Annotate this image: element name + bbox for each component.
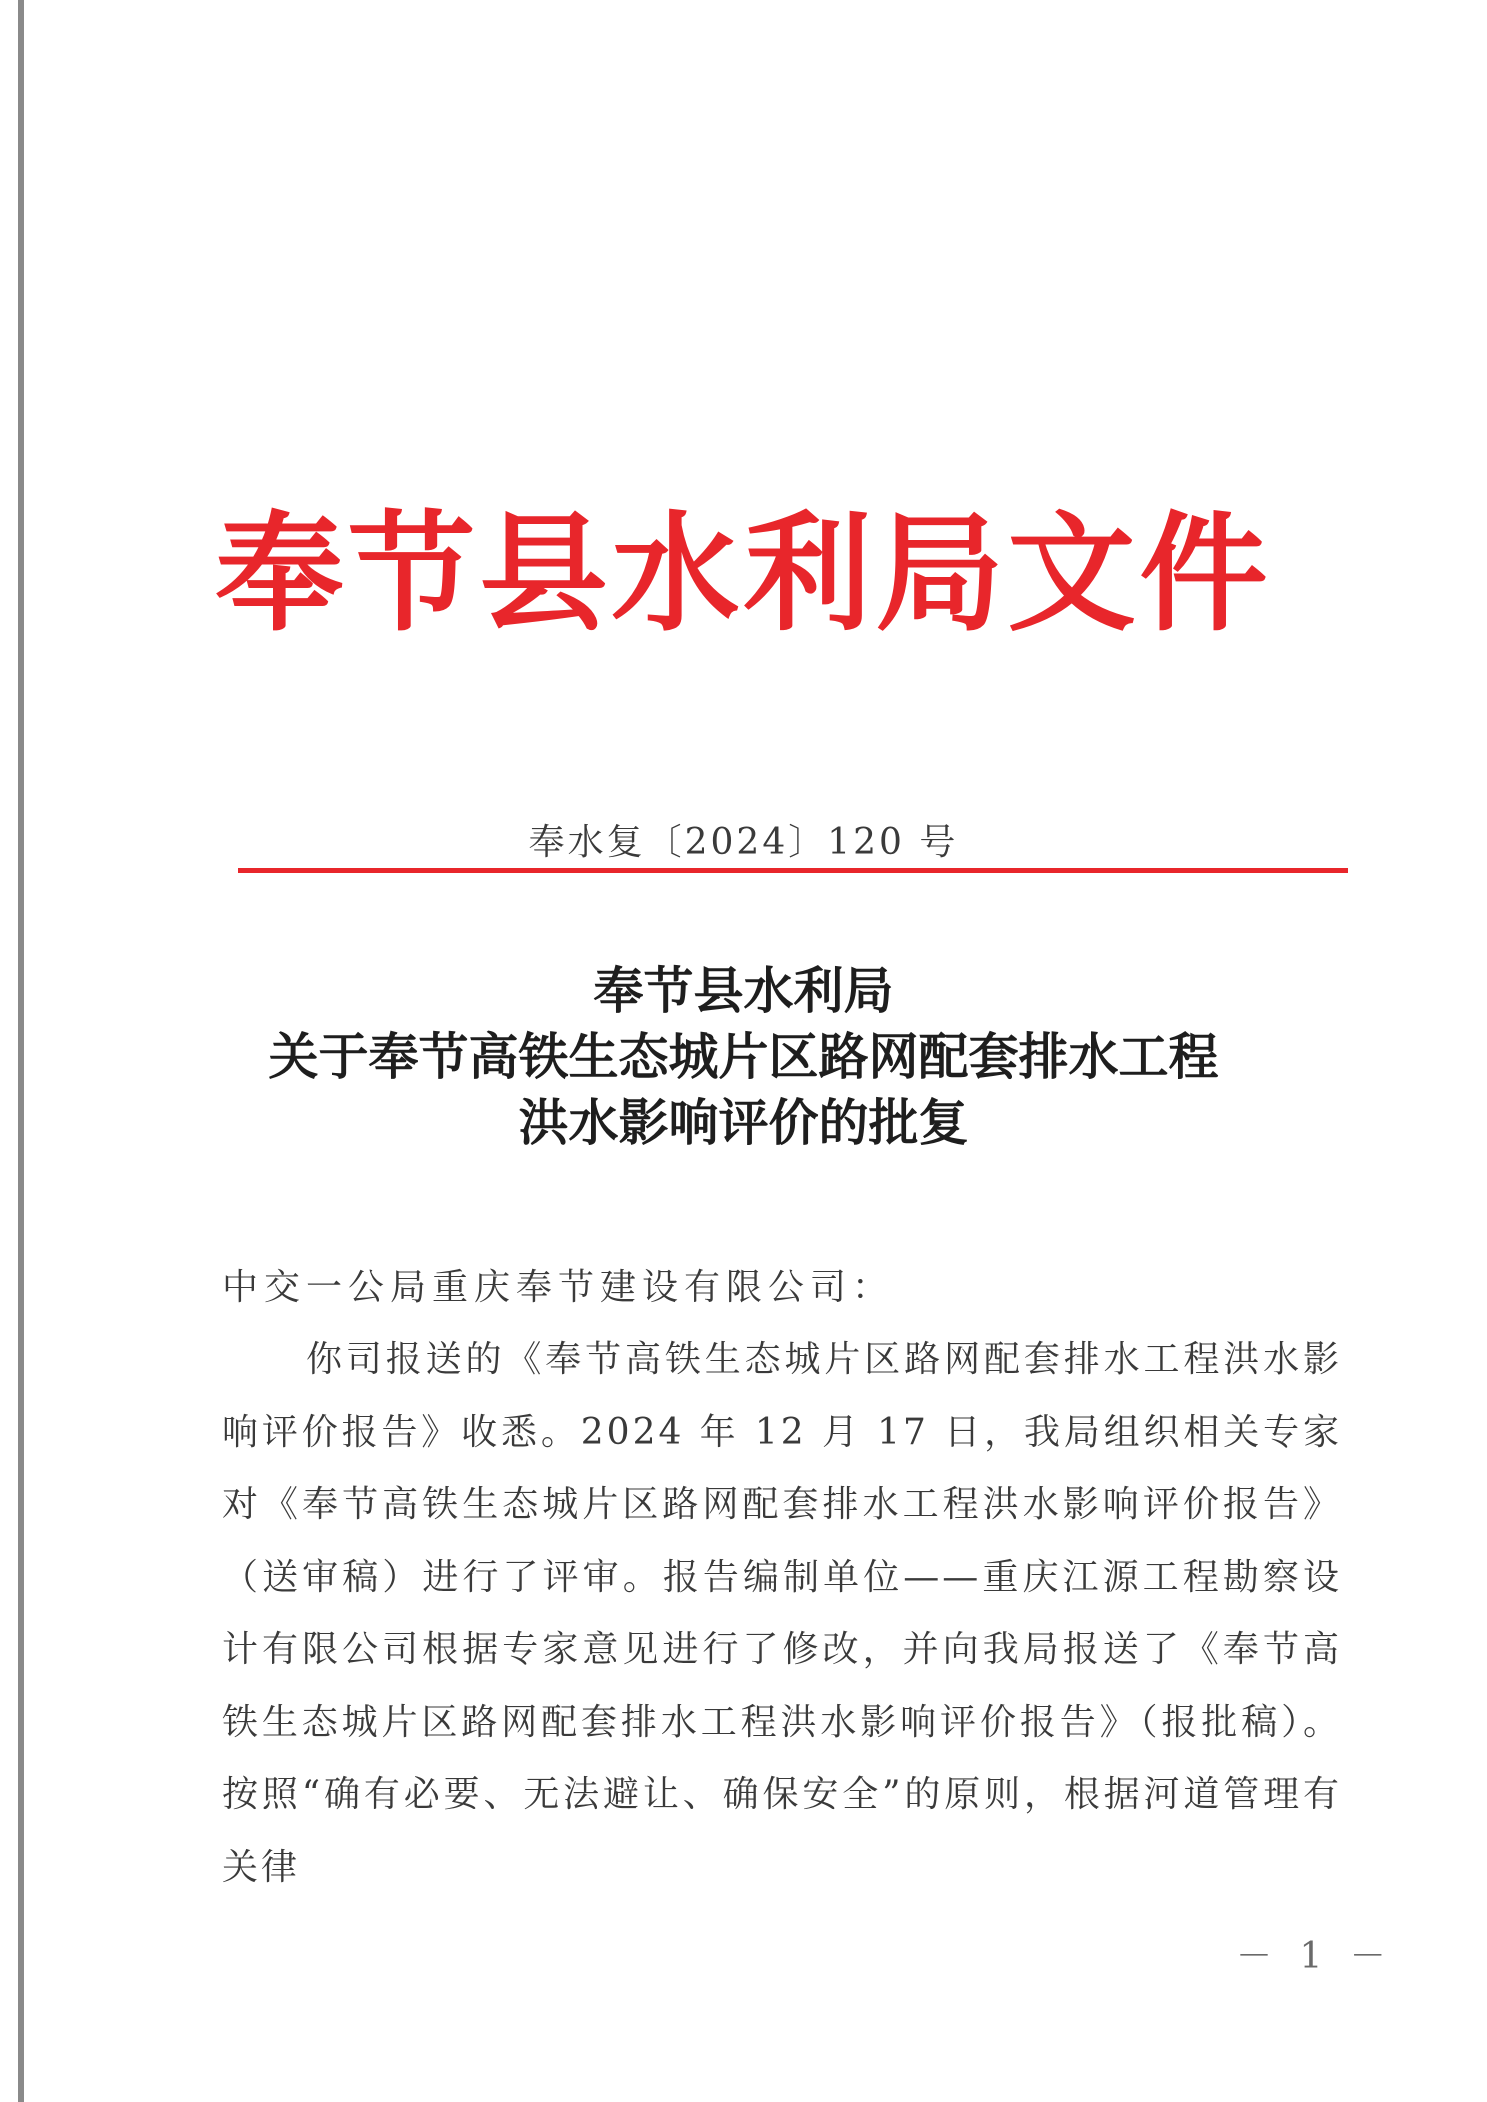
body-paragraph: 你司报送的《奉节高铁生态城片区路网配套排水工程洪水影响评价报告》收悉。2024 年 12 月 17 日，我局组织相关专家对《奉节高铁生态城片区路网配套排水工程洪水影响评价报告》（送审稿）进行了评审。报告编制单位——重庆江源工程勘察设计有限公司根据专家意见进行了修改，并向我局报送了《奉节高铁生态城片区路网配套排水工程洪水影响评价报告》（报批稿）。按照“确有必要、无法避让、确保安全”的原则，根据河道管理有关律: [222, 1339, 1342, 1888]
page-number: － 1 －: [1236, 1936, 1394, 1977]
title-line-3: 洪水影响评价的批复: [518, 1094, 969, 1152]
recipient-line: 中交一公局重庆奉节建设有限公司：: [222, 1267, 895, 1308]
title-line-1: 奉节县水利局: [593, 962, 894, 1020]
document-title: [0, 958, 1487, 1156]
red-divider-line: [238, 868, 1348, 873]
document-number: 奉水复〔2024〕120 号: [528, 822, 959, 863]
issuer-header: 奉节县水利局文件: [215, 500, 1272, 649]
title-line-2: 关于奉节高铁生态城片区路网配套排水工程: [268, 1028, 1219, 1086]
